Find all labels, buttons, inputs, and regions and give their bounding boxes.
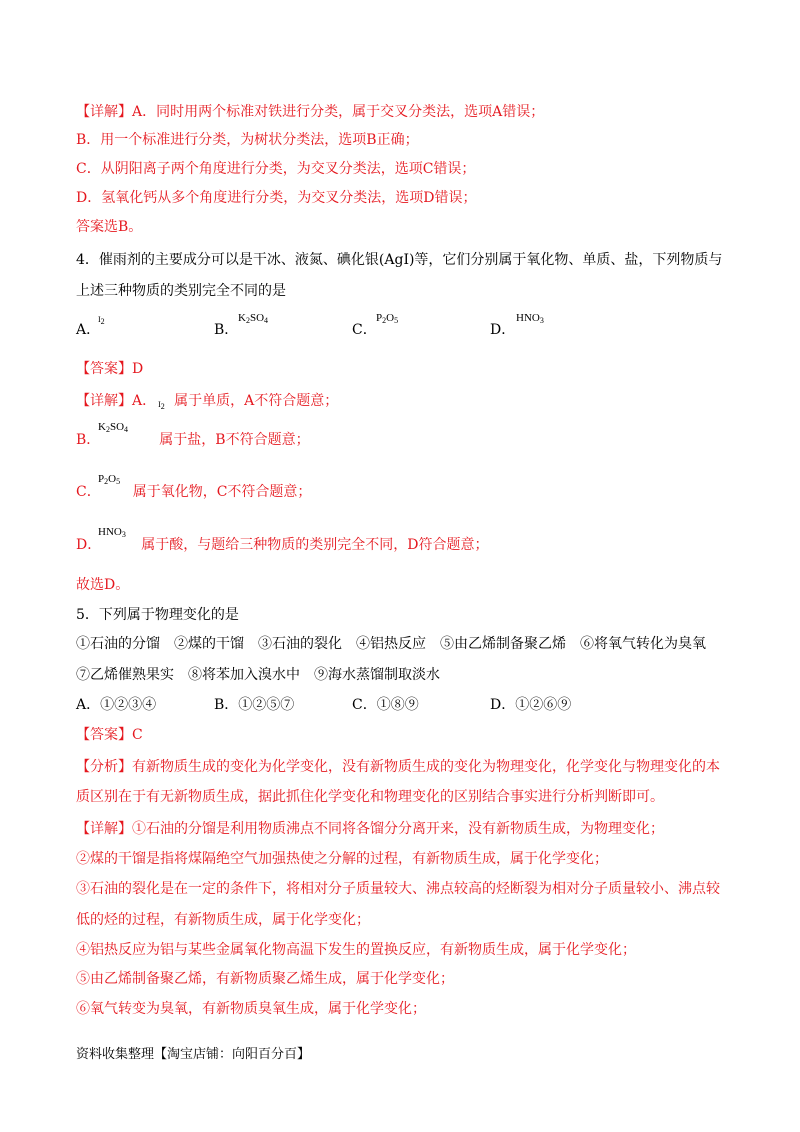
q4-option-b-letter: B．: [214, 322, 239, 338]
q5-detail-line3b: 低的烃的过程，有新物质生成，属于化学变化；: [76, 912, 370, 928]
q4-detail-a: 【详解】A． $I_2$ 属于单质，A不符合题意；: [76, 393, 339, 411]
explain3-line-c: C．从阴阳离子两个角度进行分类，为交叉分类法，选项C错误；: [76, 161, 476, 177]
q5-items-line1: ①石油的分馏 ②煤的干馏 ③石油的裂化 ④铝热反应 ⑤由乙烯制备聚乙烯 ⑥将氧气转化为臭氧: [76, 636, 706, 652]
q4-option-c-formula: $P_2O_5$: [376, 312, 399, 325]
q4-detail-b-formula: $K_2SO_4$: [98, 421, 129, 434]
q5-detail-line4: ④铝热反应为铝与某些金属氧化物高温下发生的置换反应，有新物质生成，属于化学变化；: [76, 942, 636, 958]
q5-analysis-line1: 【分析】有新物质生成的变化为化学变化，没有新物质生成的变化为物理变化，化学变化与物理变化的本: [76, 759, 720, 775]
q4-answer: 【答案】D: [76, 361, 144, 377]
q4-detail-d-formula: $HNO_3$: [98, 526, 126, 539]
q4-conclusion: 故选D。: [76, 577, 130, 593]
explain3-line-b: B．用一个标准进行分类，为树状分类法，选项B正确；: [76, 132, 419, 148]
q5-detail-line3a: ③石油的裂化是在一定的条件下，将相对分子质量较大、沸点较高的烃断裂为相对分子质量较小、沸点较: [76, 881, 720, 897]
q4-option-d-letter: D．: [490, 322, 516, 338]
q4-option-b-formula: $K_2SO_4$: [238, 312, 269, 325]
q4-detail-c-formula: $P_2O_5$: [98, 473, 121, 486]
q5-analysis-line2: 质区别在于有无新物质生成，据此抓住化学变化和物理变化的区别结合事实进行分析判断即可。: [76, 789, 664, 805]
q5-option-b: B．①②⑤⑦: [214, 697, 295, 713]
explain3-answer: 答案选B。: [76, 219, 143, 235]
q5-option-c: C．①⑧⑨: [352, 697, 419, 713]
q5-items-line2: ⑦乙烯催熟果实 ⑧将苯加入溴水中 ⑨海水蒸馏制取淡水: [76, 667, 440, 683]
q5-detail-line1: 【详解】①石油的分馏是利用物质沸点不同将各馏分分离开来，没有新物质生成，为物理变化；: [76, 821, 664, 837]
q5-detail-line6: ⑥氧气转变为臭氧，有新物质臭氧生成，属于化学变化；: [76, 1001, 426, 1017]
q5-option-d: D．①②⑥⑨: [490, 697, 572, 713]
q4-detail-d: D． 属于酸，与题给三种物质的类别完全不同，D符合题意；: [76, 537, 489, 553]
q4-detail-b: B． 属于盐，B不符合题意；: [76, 432, 310, 448]
q5-answer: 【答案】C: [76, 727, 143, 743]
q5-detail-line2: ②煤的干馏是指将煤隔绝空气加强热使之分解的过程，有新物质生成，属于化学变化；: [76, 851, 608, 867]
explain3-line-d: D．氢氧化钙从多个角度进行分类，为交叉分类法，选项D错误；: [76, 190, 477, 206]
q4-option-a-formula: $I_2$: [98, 315, 105, 326]
q4-detail-c: C． 属于氧化物，C不符合题意；: [76, 484, 312, 500]
q4-option-c-letter: C．: [352, 322, 377, 338]
q4-stem-line1: 4．催雨剂的主要成分可以是干冰、液氮、碘化银(AgI)等，它们分别属于氧化物、单质、盐，下列物质与: [76, 252, 723, 268]
q4-stem-line2: 上述三种物质的类别完全不同的是: [76, 283, 286, 299]
q5-option-a: A．①②③④: [76, 697, 157, 713]
q4-option-d-formula: $HNO_3$: [516, 312, 544, 325]
q5-stem: 5．下列属于物理变化的是: [76, 607, 239, 623]
explain3-line-a: 【详解】A．同时用两个标准对铁进行分类，属于交叉分类法，选项A错误；: [76, 104, 545, 120]
q4-option-a-letter: A．: [76, 322, 101, 338]
page-footer: 资料收集整理【淘宝店铺：向阳百分百】: [76, 1047, 311, 1062]
q5-detail-line5: ⑤由乙烯制备聚乙烯，有新物质聚乙烯生成，属于化学变化；: [76, 971, 454, 987]
